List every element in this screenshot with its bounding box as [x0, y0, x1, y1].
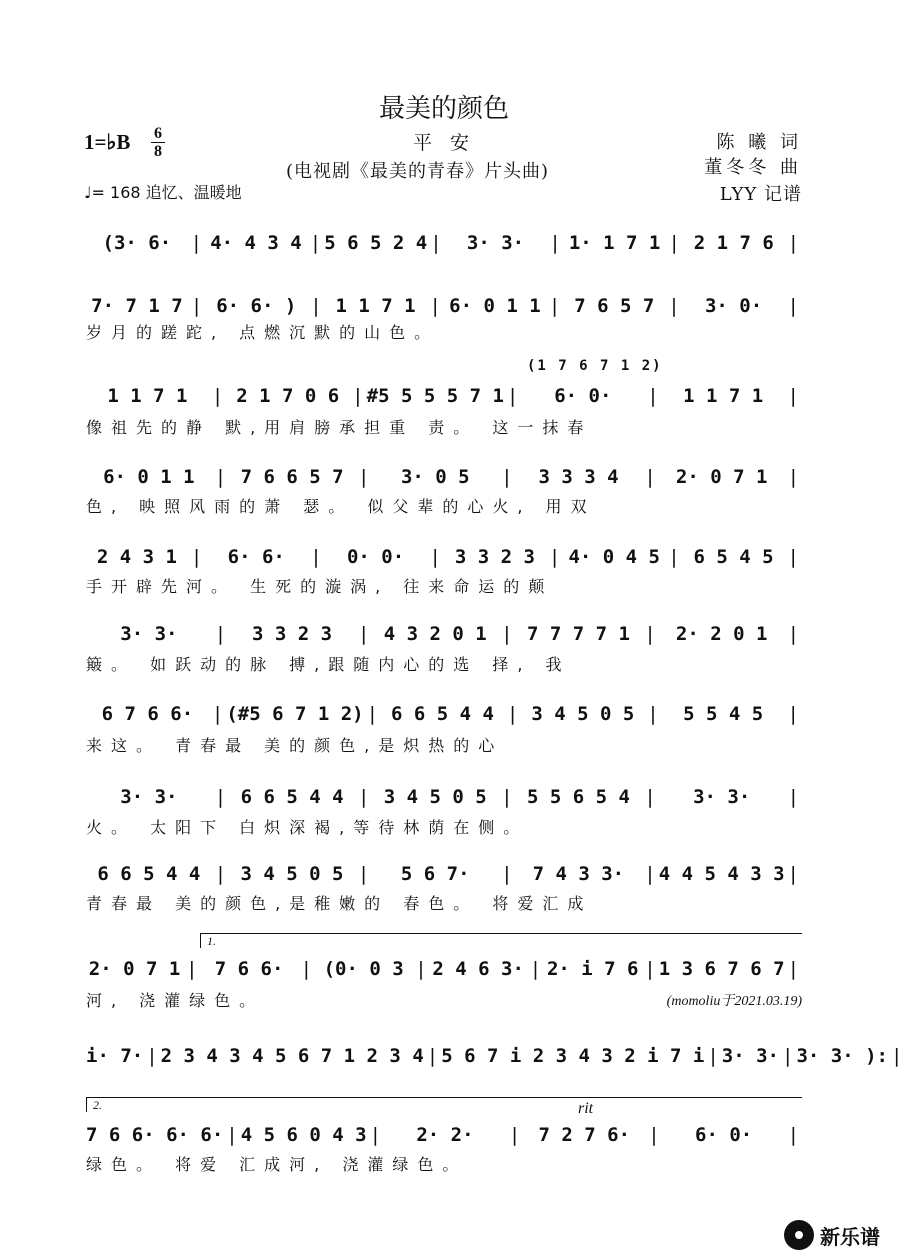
- barline: |: [668, 232, 680, 254]
- measure: 7 6 6·: [214, 958, 284, 980]
- measure: 3 4 5 0 5: [383, 786, 487, 808]
- measure: 7 6 6· 6· 6·: [86, 1124, 224, 1146]
- barline: |: [644, 958, 656, 980]
- measure: 2· 2 0 1: [675, 623, 768, 645]
- barline: |: [644, 786, 656, 808]
- score-row: [86, 619, 802, 649]
- measure: 6 5 4 5: [693, 546, 774, 568]
- meter-bottom: 8: [154, 143, 162, 160]
- lyric-line: 岁月的蹉跎, 点燃沉默的山色。: [86, 323, 440, 342]
- barline: |: [781, 1045, 794, 1067]
- barline: |: [501, 863, 513, 885]
- measure: 6 6 5 4 4: [240, 786, 344, 808]
- lyric-line: 手开辟先河。 生死的漩涡, 往来命运的颠: [86, 577, 554, 596]
- barline: |: [415, 958, 427, 980]
- barline: |: [787, 623, 800, 645]
- volta-1: [200, 933, 802, 948]
- barline: |: [310, 295, 322, 317]
- barline: |: [211, 385, 224, 407]
- barline: |: [190, 295, 203, 317]
- barline: |: [668, 546, 680, 568]
- measure: 3 4 5 0 5: [240, 863, 344, 885]
- measure: 2 1 7 6: [693, 232, 774, 254]
- measure: 6· 0 1 1: [103, 466, 195, 488]
- barline: |: [211, 703, 224, 725]
- meter-top: 6: [154, 125, 162, 142]
- barline: |: [146, 1045, 158, 1067]
- measure: 2· 0 7 1: [675, 466, 768, 488]
- measure: #5 5 5 5 7 1: [366, 385, 504, 407]
- measure: 2 4 6 3·: [432, 958, 524, 980]
- song-title: 最美的颜色: [378, 94, 509, 124]
- barline: |: [226, 1124, 238, 1146]
- barline: |: [787, 703, 799, 725]
- barline: |: [548, 295, 561, 317]
- measure: 6· 0·: [554, 385, 612, 407]
- record-icon: [784, 1220, 814, 1250]
- measure: 5 6 7 i 2 3 4 3 2 i 7 i: [441, 1045, 705, 1067]
- barline: |: [787, 385, 799, 407]
- measure: i· 7·: [86, 1045, 144, 1067]
- measure: 0· 0·: [346, 546, 405, 568]
- barline: |: [787, 1124, 800, 1146]
- score-row: [86, 699, 802, 729]
- barline: |: [501, 786, 513, 808]
- score-row: [86, 381, 802, 411]
- measure: 1 1 7 1: [683, 385, 764, 407]
- measure: 3 3 2 3: [454, 546, 535, 568]
- barline: |: [310, 546, 322, 568]
- parenthetical-notes: (1 7 6 7 1 2): [527, 358, 663, 374]
- measure: 3· 3·: [120, 623, 178, 645]
- measure: 1 3 6 7 6 7: [658, 958, 785, 980]
- barline: |: [214, 863, 227, 885]
- measure: 2 4 3 1: [96, 546, 177, 568]
- score-row: [86, 954, 802, 984]
- barline: |: [506, 703, 519, 725]
- measure: 6 6 5 4 4: [391, 703, 494, 725]
- measure: 5 6 5 2 4: [324, 232, 428, 254]
- measure: 2 1 7 0 6: [236, 385, 340, 407]
- measure: 3· 0·: [704, 295, 763, 317]
- barline: |: [426, 1045, 439, 1067]
- measure: 3· 3·: [721, 1045, 779, 1067]
- measure: 4· 4 3 4: [210, 232, 302, 254]
- measure: 6 6 5 4 4: [97, 863, 201, 885]
- barline: |: [548, 546, 561, 568]
- measure: 2· i 7 6: [546, 958, 639, 980]
- measure: 3· 3·: [693, 786, 751, 808]
- barline: |: [647, 385, 659, 407]
- measure: 3 4 5 0 5: [531, 703, 635, 725]
- score-row: [86, 228, 802, 258]
- barline: |: [352, 385, 364, 407]
- barline: |: [214, 466, 227, 488]
- singer: 平 安: [412, 132, 476, 154]
- barline: |: [644, 466, 656, 488]
- barline: |: [501, 623, 513, 645]
- barline: |: [430, 232, 442, 254]
- lyric-line: 来这。 青春最 美的颜色,是炽热的心: [86, 736, 504, 755]
- ritardando-mark: rit: [578, 1100, 594, 1117]
- measure: 3· 0 5: [400, 466, 470, 488]
- measure: 7 2 7 6·: [538, 1124, 631, 1146]
- measure: 6 7 6 6·: [101, 703, 194, 725]
- measure: 1· 1 7 1: [568, 232, 661, 254]
- barline: |: [787, 786, 800, 808]
- measure: 4 5 6 0 4 3: [240, 1124, 367, 1146]
- barline: |: [214, 786, 227, 808]
- measure: 7 6 6 5 7: [240, 466, 344, 488]
- measure: 5 5 6 5 4: [527, 786, 630, 808]
- barline: |: [190, 232, 203, 254]
- measure: 3 3 2 3: [252, 623, 333, 645]
- measure: 7· 7 1 7: [91, 295, 183, 317]
- score-row: [86, 859, 802, 889]
- barline: |: [644, 623, 656, 645]
- barline: |: [357, 623, 370, 645]
- score-row: [86, 462, 802, 492]
- measure: 6· 6· ): [216, 295, 297, 317]
- measure: 3· 3· ):: [796, 1045, 888, 1067]
- lyric-line: 簸。 如跃动的脉 搏,跟随内心的选 择, 我: [86, 655, 571, 674]
- barline: |: [787, 466, 800, 488]
- barline: |: [186, 958, 198, 980]
- lyric-line: 河, 浇灌绿色。: [86, 991, 265, 1010]
- site-logo: [784, 1220, 880, 1250]
- barline: |: [787, 232, 800, 254]
- barline: |: [357, 863, 370, 885]
- measure: 2 3 4 3 4 5 6 7 1 2 3 4: [160, 1045, 424, 1067]
- measure: 4 4 5 4 3 3: [658, 863, 785, 885]
- barline: |: [506, 385, 519, 407]
- barline: |: [668, 295, 680, 317]
- barline: |: [787, 295, 799, 317]
- barline: |: [508, 1124, 521, 1146]
- barline: |: [787, 546, 799, 568]
- measure: 4· 0 4 5: [568, 546, 660, 568]
- lyric-line: 火。 太阳下 白炽深褐,等待林荫在侧。: [86, 818, 529, 837]
- barline: |: [787, 958, 800, 980]
- measure: 2· 2·: [416, 1124, 474, 1146]
- lyric-line: 色, 映照风雨的萧 瑟。 似父辈的心火, 用双: [86, 497, 596, 516]
- measure: 1 1 7 1: [335, 295, 416, 317]
- score-row: [86, 1120, 802, 1150]
- barline: |: [890, 1045, 903, 1067]
- barline: |: [300, 958, 313, 980]
- score-row: [86, 1041, 903, 1071]
- barline: |: [647, 703, 659, 725]
- tempo-marking: ♩= 168 追忆、温暖地: [84, 183, 242, 202]
- volta-2-label: 2.: [93, 1098, 102, 1112]
- measure: 1 1 7 1: [107, 385, 188, 407]
- measure: 7 7 7 7 1: [527, 623, 630, 645]
- barline: |: [357, 786, 370, 808]
- score-row: [86, 782, 802, 812]
- barline: |: [214, 623, 227, 645]
- barline: |: [357, 466, 370, 488]
- barline: |: [644, 863, 656, 885]
- barline: |: [648, 1124, 660, 1146]
- source-note: (电视剧《最美的青春》片头曲): [286, 161, 550, 182]
- measure: 7 4 3 3·: [532, 863, 625, 885]
- measure: 5 6 7·: [400, 863, 470, 885]
- key-signature: 1=♭B: [84, 130, 131, 154]
- volta-2: [86, 1097, 802, 1112]
- measure: (#5 6 7 1 2): [226, 703, 364, 725]
- score-row: [86, 542, 802, 572]
- measure: 6· 6·: [227, 546, 285, 568]
- score-row: [86, 291, 802, 321]
- lyricist-credit: 陈 曦 词: [716, 132, 802, 153]
- barline: |: [429, 546, 441, 568]
- measure: 3· 3·: [466, 232, 525, 254]
- measure: 4 3 2 0 1: [383, 623, 487, 645]
- measure: 3 3 3 4: [538, 466, 619, 488]
- barline: |: [549, 232, 561, 254]
- barline: |: [787, 863, 799, 885]
- barline: |: [309, 232, 322, 254]
- lyric-line: 青春最 美的颜色,是稚嫩的 春色。 将爱汇成: [86, 894, 593, 913]
- barline: |: [429, 295, 441, 317]
- transcriber-signature: (momoliu于2021.03.19): [666, 994, 802, 1009]
- barline: |: [369, 1124, 382, 1146]
- measure: 2· 0 7 1: [88, 958, 181, 980]
- logo-text: 新乐谱: [820, 1224, 880, 1249]
- lyric-line: 像祖先的静 默,用肩膀承担重 责。 这一抹春: [86, 418, 593, 437]
- measure: 6· 0·: [695, 1124, 753, 1146]
- barline: |: [529, 958, 542, 980]
- barline: |: [190, 546, 203, 568]
- measure: (0· 0 3: [323, 958, 404, 980]
- measure: 3· 3·: [120, 786, 178, 808]
- measure: (3· 6·: [102, 232, 172, 254]
- measure: 5 5 4 5: [683, 703, 764, 725]
- composer-credit: 董冬冬 曲: [704, 157, 802, 178]
- transcriber-credit: LYY 记谱: [719, 184, 802, 205]
- barline: |: [707, 1045, 719, 1067]
- barline: |: [501, 466, 513, 488]
- barline: |: [366, 703, 379, 725]
- measure: 6· 0 1 1: [449, 295, 541, 317]
- measure: 7 6 5 7: [574, 295, 655, 317]
- lyric-line: 绿色。 将爱 汇成河, 浇灌绿色。: [86, 1155, 468, 1174]
- volta-1-label: 1.: [207, 934, 216, 948]
